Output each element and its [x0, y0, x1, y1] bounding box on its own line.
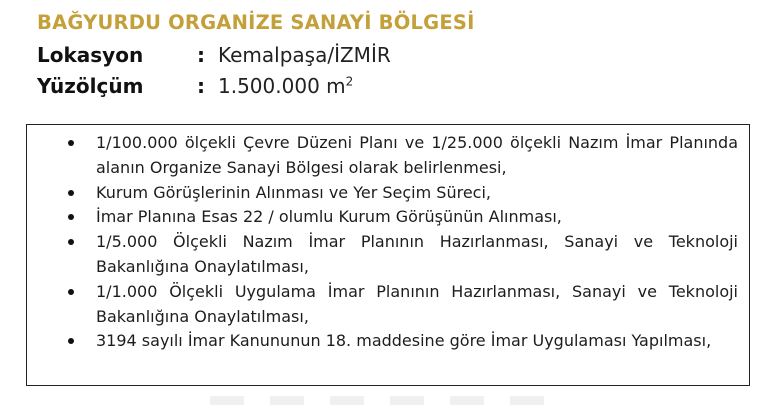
list-item-text: 1/100.000 ölçekli Çevre Düzeni Planı ve 1/25.000 ölçekli Nazım İmar Planında alanın Organize Sanayi Bölgesi olarak belirlenmesi, [96, 133, 738, 177]
location-label: Lokasyon [37, 43, 144, 67]
bullet-icon [68, 190, 74, 196]
area-number: 1.500.000 m [218, 74, 346, 98]
list-item-text: Kurum Görüşlerinin Alınması ve Yer Seçim Süreci, [96, 182, 491, 202]
area-label: Yüzölçüm [37, 74, 144, 98]
page-title: BAĞYURDU ORGANİZE SANAYİ BÖLGESİ [37, 11, 475, 34]
bullet-icon [68, 289, 74, 295]
process-steps-box [26, 124, 750, 386]
area-row [37, 74, 353, 100]
bullet-icon [68, 140, 74, 146]
list-item [27, 329, 749, 354]
location-separator: : [197, 43, 205, 67]
list-item-text: 3194 sayılı İmar Kanununun 18. maddesine göre İmar Uygulaması Yapılması, [96, 331, 712, 351]
list-item [27, 230, 749, 280]
list-item-text: 1/1.000 Ölçekli Uygulama İmar Planının Hazırlanması, Sanayi ve Teknoloji Bakanlığına Onaylatılması, [96, 281, 738, 326]
list-item [27, 131, 749, 181]
location-value: Kemalpaşa/İZMİR [218, 43, 391, 67]
bullet-icon [68, 214, 74, 220]
area-value [218, 74, 353, 98]
bullet-icon [68, 239, 74, 245]
process-steps-list [27, 131, 749, 354]
location-row [37, 43, 391, 69]
list-item [27, 205, 749, 230]
faint-watermark [210, 396, 570, 405]
list-item [27, 280, 749, 330]
bullet-icon [68, 338, 74, 344]
list-item-text: 1/5.000 Ölçekli Nazım İmar Planının Hazırlanması, Sanayi ve Teknoloji Bakanlığına Onaylatılması, [96, 232, 738, 276]
area-unit-exponent: 2 [345, 74, 354, 89]
area-separator: : [197, 74, 205, 98]
list-item [27, 181, 749, 206]
list-item-text: İmar Planına Esas 22 / olumlu Kurum Görüşünün Alınması, [96, 207, 562, 227]
